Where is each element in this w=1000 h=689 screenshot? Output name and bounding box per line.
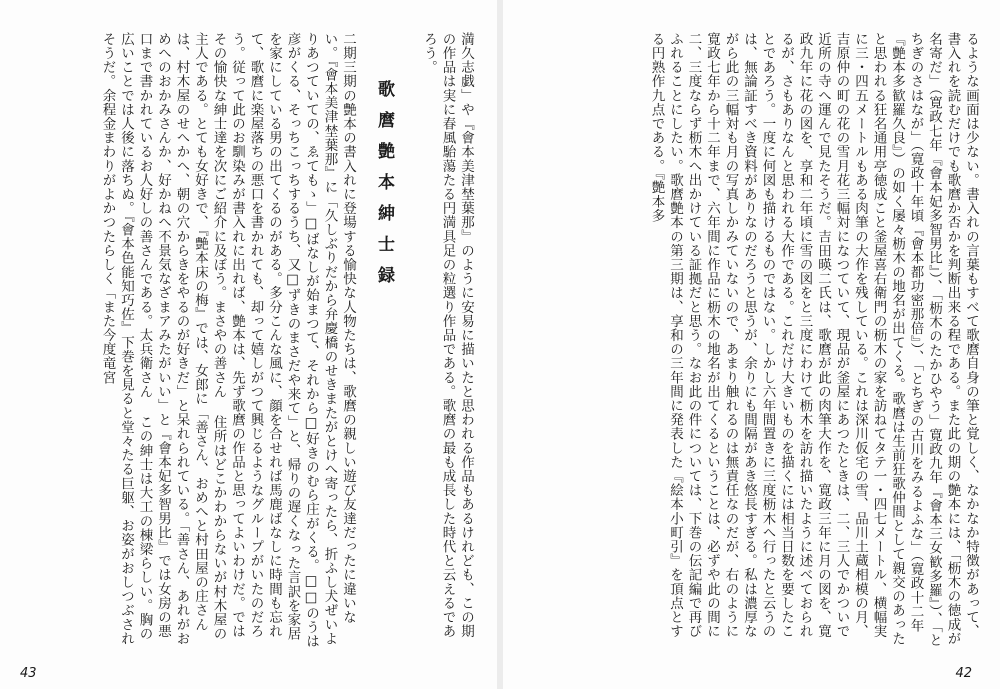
left-page (0, 0, 497, 689)
body-text-content: 二期三期の艶本の書入れに登場する愉快な人物たちは、歌麿の親しい遊び友達だったに違いない。『會本美津埜葉那』に「久しぶりだから弁慶橋のせきまたがとけへ寄ったら、折ふし犬ぜいよりあつていての、ゑてもゝ」□ばなしが始まつて、それから□好きのむら庄がくる。□□のうは彦がくる、そっちこっちするうち、又□ずきのまさだや来て」と、帰りの遅くなった言訳を家居を家にしている男の出てくるのがある。多分こんな風に、顔を合せれば馬鹿ばなしに時間も忘れて、歌麿に楽屋落ちの悪口を書かれても、却って嬉しがつて興じるようなグループがいたのだろう。従って此のお馴染みが書入れに出れば、艶本は、先ず歌麿の作品と思ってよいわけだ。ではその愉快な紳士達を次にご紹介に及ぼう。まさやの善さん 住所はどこかわからないが村木屋の主人である。とても女好きで、『艶本床の梅』では、女郎に「善さん、おめへと村田屋の庄さんは、村木屋のせへかへ、朝の穴からきをやるのが好きだ」と呆れられている。「善さん、あれがおめへのおかみさんか、好かねへ不景気なざまアみたがいい」と『會本妃多智男比』では女房の悪口まで書かれているお人好しの善さんである。太兵衛さん この紳士は大工の棟梁らしい。胸の広いことでは人後に落ちぬ。『會本色能知巧佐』下巻を見ると堂々たる巨躯、お姿がおしつぶされそうだ。余程金まわりがよかつたらしく「また今度竜宮 (99, 32, 356, 649)
section-title-text: 歌麿艶本紳士録 (374, 80, 394, 297)
body-text (19, 32, 357, 652)
upper-paragraph (415, 32, 475, 652)
right-page (503, 0, 1000, 689)
right-body-text (525, 32, 980, 652)
page-number-left: 43 (20, 666, 37, 681)
section-title (367, 80, 397, 600)
page-number-right: 42 (955, 666, 972, 681)
right-body-text-content: るような画面は少ない。書入れの言葉もすべて歌麿自身の筆と覚しく、なかなか特徴があって、書入れを読むだけでも歌麿か否かを判断出来る程である。また此の期の艶本には、「枥木の徳成が名寄だ」（寛政七年『會本妃多智男比』）、「枥木のたかひやう」寛政九年『會本三女歓多羅』）、「とちぎのさはなが」（寛政十年頃『會本都功密那倍』）、「とちぎの古川をみるよふな」（寛政十二年『艶本多歓羅久良』）の如く屡々枥木の地名が出てくる。歌麿は生前狂歌仲間として親交のあったと思われる狂名通用亭徳成こと釜屋喜右衛門の枥木の家を訪ねてタテ一・四七メートル、横幅実に三・四五メートルもある肉筆の大作を残している。これは深川仮宅の雪、品川土蔵相模の月、吉原仲の町の花の雪月花三幅対になつていて、現品が釜屋にあつたときは、二、三人でかついで近所の寺へ運んで見たそうだ。吉田暎二氏は、歌麿が此の肉筆大作を、寛政三年に月の図を、寛政九年に花の図を、享和二年頃に雪の図をと三度にわけて枥木を訪れ描いたように述べておられるが、さもありなんと思われる大作である。これだけ大きいものを描くには相当日数を要したことであろう。一度に何図も描けるものではない。しかし六年間置きに三度枥木へ行ったと云うのは、無論証すべき資料がありなのだろうと思うが、余りにも間隔があき悠長すぎる。私は濃厚ながら此の三幅対も月の写真しかみていないので、あまり触れるのは無責任なのだが、右のように寛政七年から十二年まで、六年間に作品に枥木の地名が出てくるということは、必ずや此の間に二、三度ならず枥木へ出かけている証拠だと思う。なお此の件については、下巻の伝記編で再びふれることにしたい。歌麿艶本の第三期は、享和の三年間に発表した『絵本小町引』を頂点とする円熟作九点である。『艶本多 (648, 32, 979, 648)
upper-paragraph-text: 満久志戯」や『會本美津埜葉那』のように安易に描いたと思われる作品もあるけれども、この期の作品は実に春風駘蕩たる円満具足の粒選り作品である。歌麿の最も成長した時代と云えるであろう。 (421, 32, 474, 639)
